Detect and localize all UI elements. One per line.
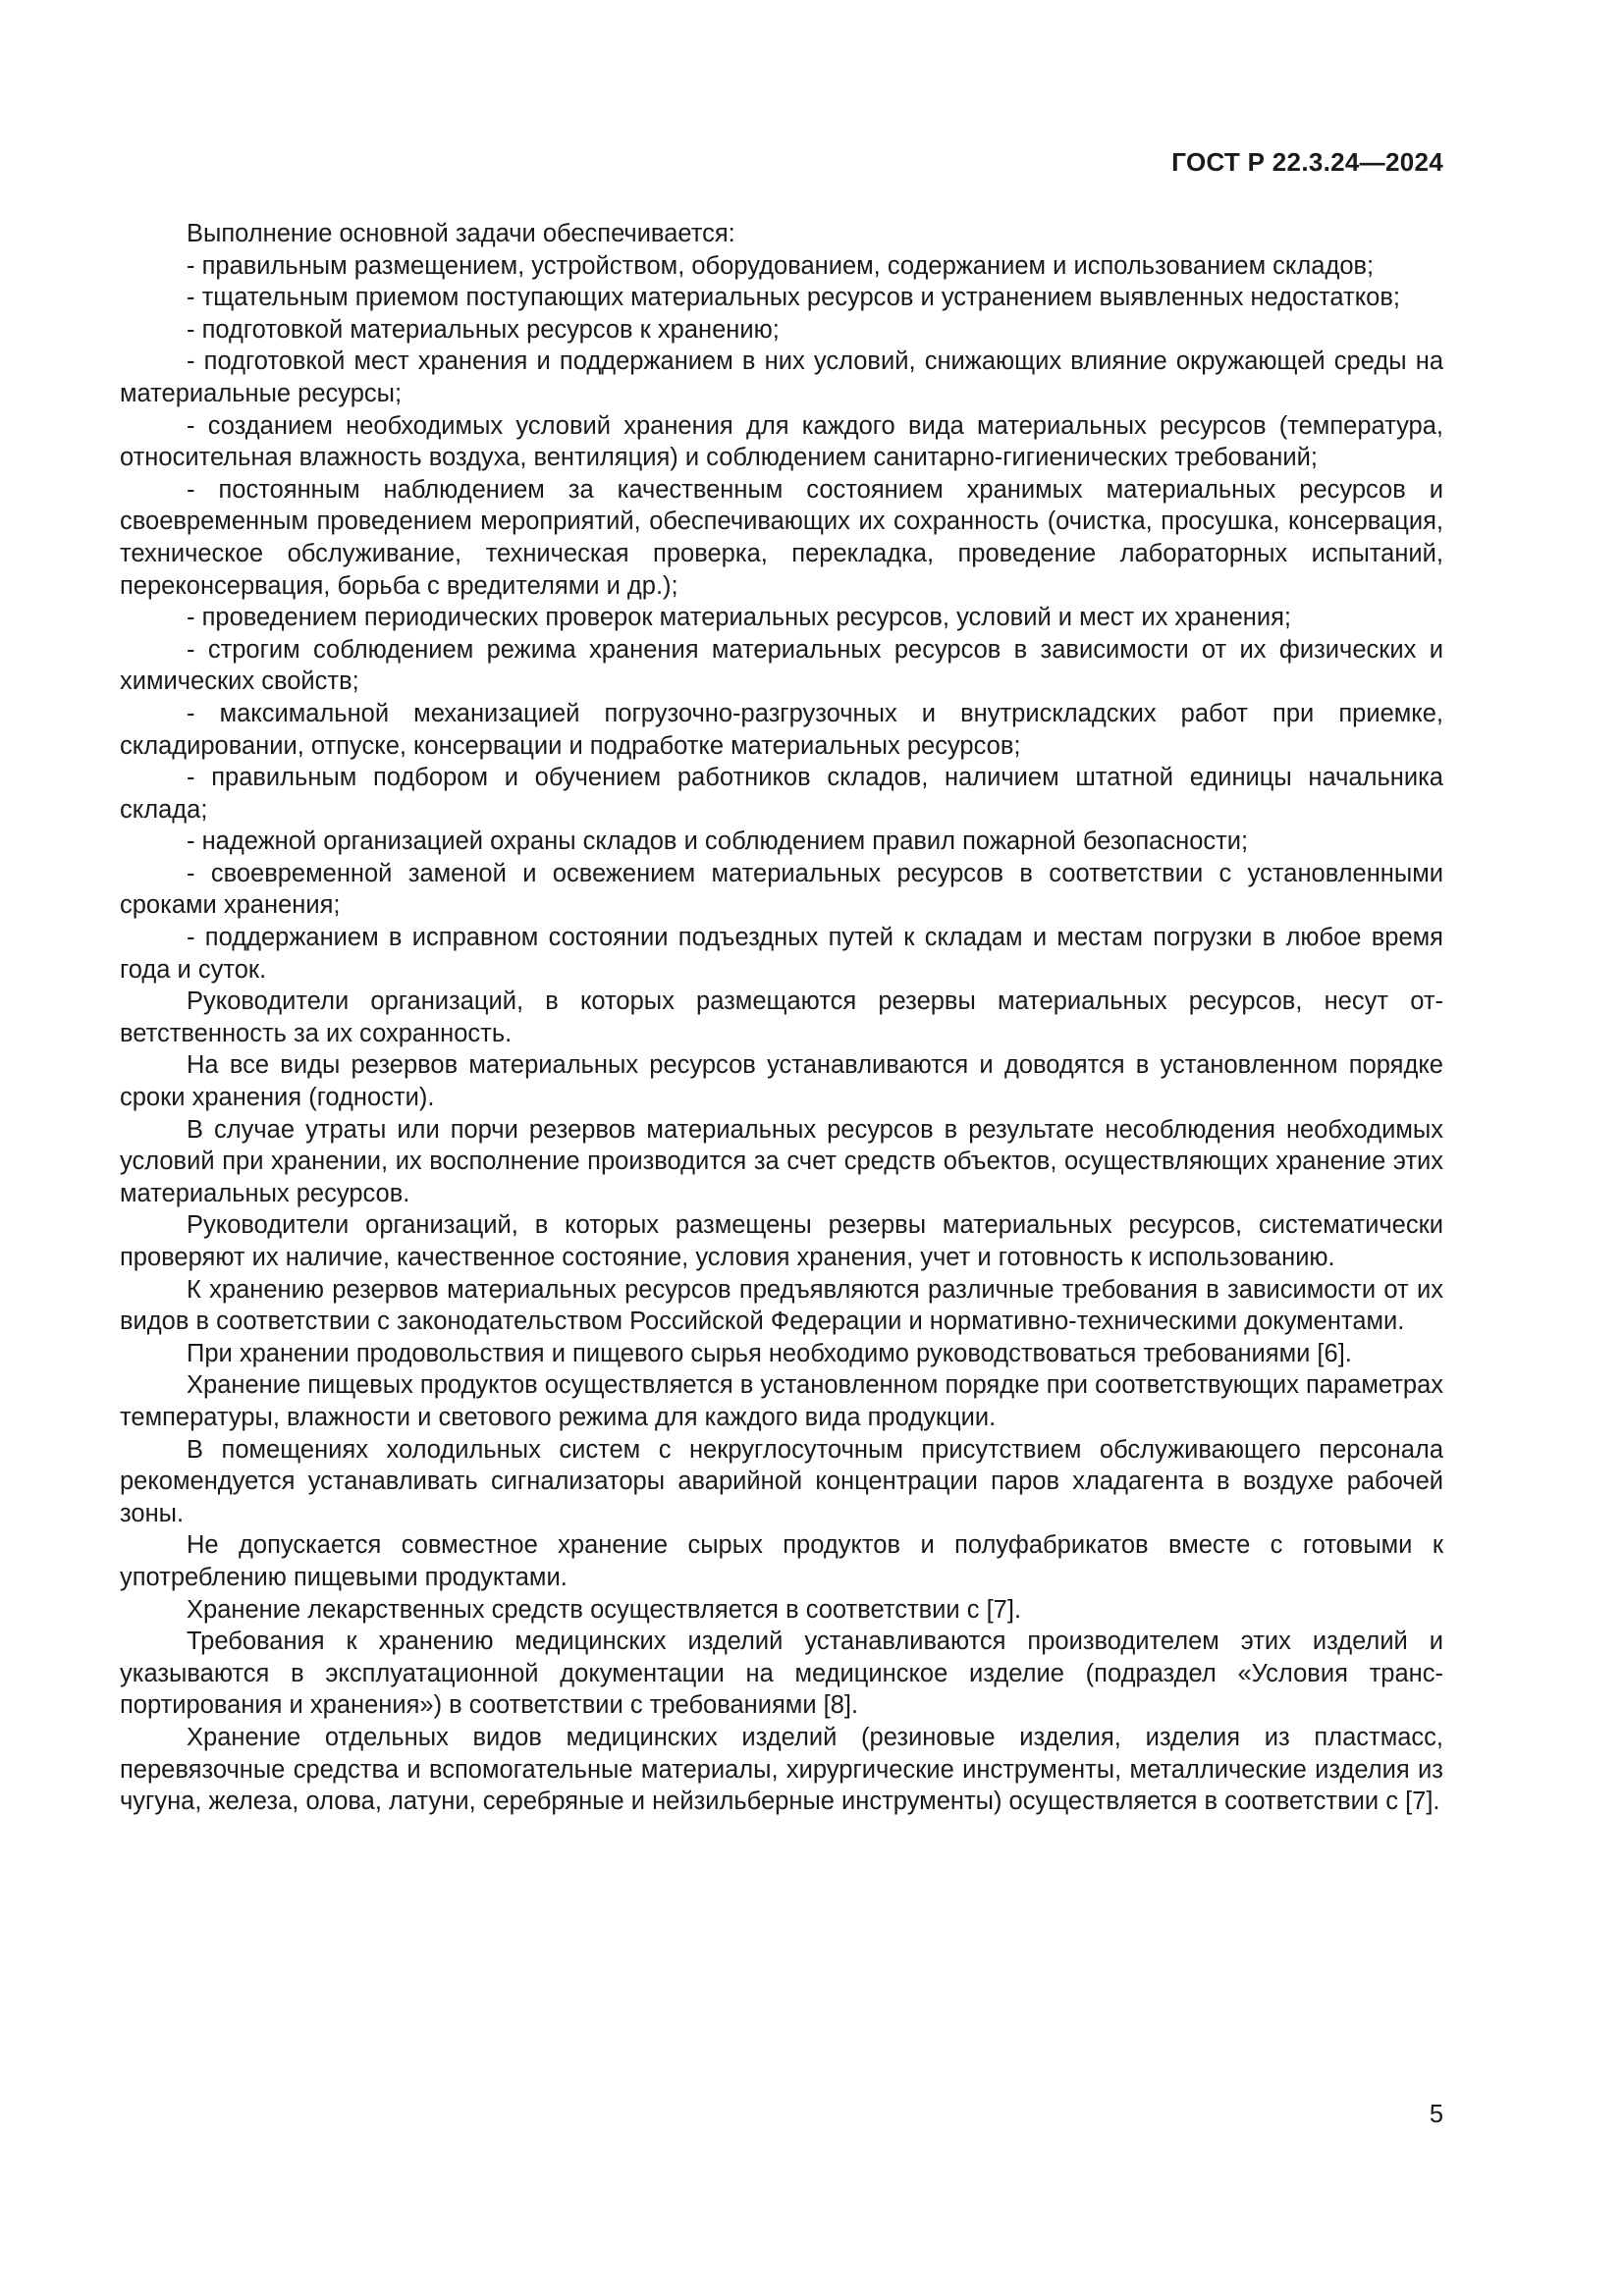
list-item: - подготовкой мест хранения и поддержанием в них условий, снижающих влияние окружающей среды на материальные ресурсы; <box>120 347 1443 407</box>
body-paragraph: В помещениях холодильных систем с некруглосуточным присутствием обслуживающего персонала рекомендуется устанавливать сигнализаторы аварийной концентрации паров хладагента в воздухе рабочей зоны. <box>120 1435 1443 1527</box>
list-item: - постоянным наблюдением за качественным состоянием хранимых материальных ресурсов и своевременным проведением мероприятий, обеспечивающих их сохранность (очистка, просушка, консервация, техническое обслуживание, техническая проверка, перекладка, проведение лабораторных испытаний, переконсервация, борьба с вредителями и др.); <box>120 475 1443 600</box>
body-paragraph: Хранение отдельных видов медицинских изделий (резиновые изделия, изделия из пластмасс, перевязочные средства и вспомогательные материалы, хирургические инструменты, металлические изделия из чугуна, железа, олова, латуни, серебряные и нейзильберные инструменты) осуществляется в соответствии с [7]. <box>120 1723 1443 1816</box>
document-code-header: ГОСТ Р 22.3.24—2024 <box>1171 147 1443 177</box>
body-paragraph: Не допускается совместное хранение сырых продуктов и полуфабрикатов вместе с готовыми к употреблению пищевыми продуктами. <box>120 1531 1443 1591</box>
body-paragraph: В случае утраты или порчи резервов материальных ресурсов в результате несоблюдения необходимых условий при хранении, их восполнение производится за счет средств объектов, осуществляющих хранение этих материальных ресурсов. <box>120 1115 1443 1207</box>
body-paragraph: К хранению резервов материальных ресурсов предъявляются различные требования в зависимости от их видов в соответствии с законодательством Российской Федерации и нормативно-техническими документами. <box>120 1275 1443 1336</box>
body-paragraph: Требования к хранению медицинских изделий устанавливаются производителем этих изделий и указываются в эксплуатационной документации на медицинское изделие (подраздел «Условия транспортирования и хранения») в соответствии с требованиями [8]. <box>120 1628 1443 1720</box>
list-item: - подготовкой материальных ресурсов к хранению; <box>187 315 780 344</box>
list-item: - своевременной заменой и освежением материальных ресурсов в соответствии с установленными сроками хранения; <box>120 859 1443 920</box>
list-item: - тщательным приемом поступающих материальных ресурсов и устранением выявленных недостатков; <box>187 284 1400 312</box>
body-paragraph: Хранение лекарственных средств осуществляется в соответствии с [7]. <box>187 1595 1022 1624</box>
list-item: - правильным подбором и обучением работников складов, наличием штатной единицы начальника склада; <box>120 764 1443 824</box>
body-paragraph: При хранении продовольствия и пищевого сырья необходимо руководствоваться требованиями [6]. <box>187 1339 1352 1367</box>
body-paragraph: Выполнение основной задачи обеспечивается: <box>187 220 735 247</box>
body-paragraph: На все виды резервов материальных ресурсов устанавливаются и доводятся в установленном порядке сроки хранения (годности). <box>120 1051 1443 1112</box>
body-paragraph: Руководители организаций, в которых размещаются резервы материальных ресурсов, несут ответственность за их сохранность. <box>120 988 1443 1047</box>
list-item: - правильным размещением, устройством, оборудованием, содержанием и использованием складов; <box>187 251 1375 280</box>
list-item: - максимальной механизацией погрузочно-разгрузочных и внутрискладских работ при приемке, складировании, отпуске, консервации и подработке материальных ресурсов; <box>120 699 1443 760</box>
body-paragraph: Хранение пищевых продуктов осуществляется в установленном порядке при соответствующих параметрах температуры, влажности и светового режима для каждого вида продукции. <box>120 1371 1443 1431</box>
list-item: - поддержанием в исправном состоянии подъездных путей к складам и местам погрузки в любое время года и суток. <box>120 924 1443 984</box>
list-item: - надежной организацией охраны складов и соблюдением правил пожарной безопасности; <box>187 828 1249 856</box>
list-item: - строгим соблюдением режима хранения материальных ресурсов в зависимости от их физических и химических свойств; <box>120 635 1443 696</box>
body-paragraph: Руководители организаций, в которых размещены резервы материальных ресурсов, систематически проверяют их наличие, качественное состояние, условия хранения, учет и готовность к использованию. <box>120 1211 1443 1271</box>
list-item: - проведением периодических проверок материальных ресурсов, условий и мест их хранения; <box>187 604 1292 632</box>
page-number: 5 <box>1429 2101 1443 2128</box>
list-item: - созданием необходимых условий хранения для каждого вида материальных ресурсов (температура, относительная влажность воздуха, вентиляция) и соблюдением санитарно-гигиенических требований; <box>120 411 1443 472</box>
document-body <box>120 218 1443 1818</box>
